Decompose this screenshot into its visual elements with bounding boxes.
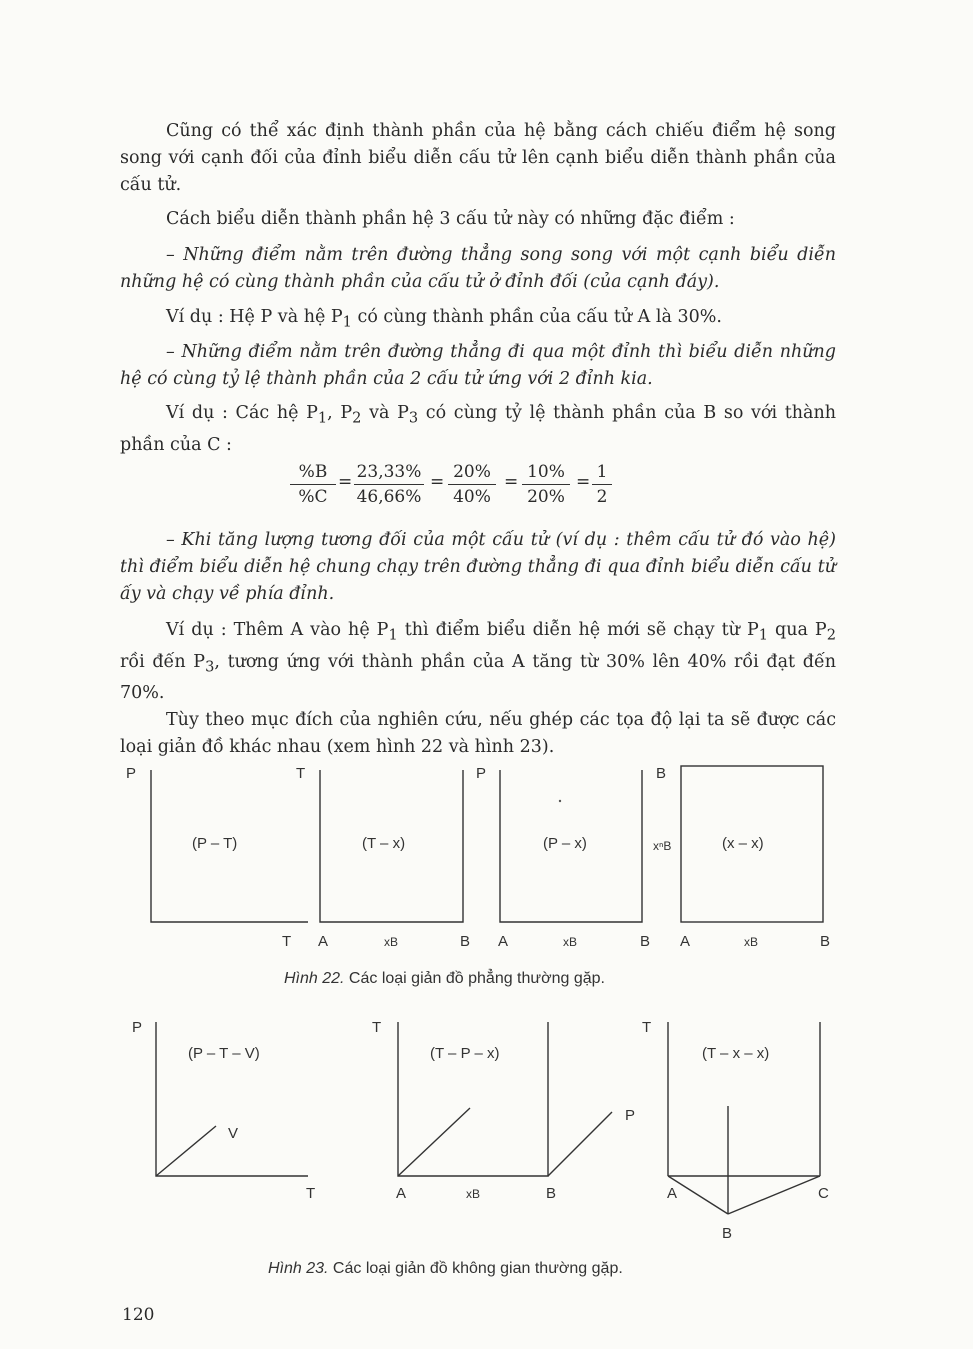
- equals-sign: =: [504, 472, 519, 492]
- fig22-d4-x-mid: xB: [744, 935, 759, 949]
- fig23-d1-diagonal: [156, 1126, 216, 1176]
- figure-22-planar-diagrams: [0, 760, 973, 960]
- paragraph-example-2: Ví dụ : Các hệ $P_1$, $P_2$ và $P_3$ có cùng tỷ lệ thành phần của B so với thành phần của C :: [120, 403, 836, 455]
- figure-22-caption: Hình 22. Các loại giản đồ phẳng thường gặp.: [284, 970, 605, 987]
- fig23-d2-diagonal-right: [548, 1112, 612, 1176]
- page-number: 120: [122, 1305, 155, 1325]
- fig23-d1-diag-label: V: [228, 1125, 239, 1142]
- fig23-d3-base-bc: [728, 1176, 820, 1214]
- fig23-d1-y-axis: P: [132, 1019, 143, 1036]
- fig22-d2-x-mid: xB: [384, 935, 399, 949]
- fig23-d2-diagonal-left: [398, 1108, 470, 1176]
- paragraph-example-3: Ví dụ : Thêm A vào hệ $P_1$ thì điểm biểu diễn hệ mới sẽ chạy từ $P_1$ qua $P_2$ rồi đến $P_3$, tương ứng với thành phần của A tăng từ 30% lên 40% rồi đạt đến 70%.: [120, 620, 836, 703]
- fraction-1-over-2: $\frac{1}{2}$: [592, 460, 612, 509]
- fraction-10-over-20: $\frac{10\%}{20\%}$: [522, 460, 570, 509]
- paragraph-example-1: Ví dụ : Hệ P và hệ $P_1$ có cùng thành phần của cấu tử A là 30%.: [166, 307, 722, 331]
- fig23-d3-vertex-c: C: [818, 1185, 829, 1202]
- fig23-d2-x-mid: xB: [466, 1187, 481, 1201]
- fig23-d3-vertex-b: B: [722, 1225, 733, 1242]
- fig22-d2-y-axis: T: [296, 765, 306, 782]
- figure-23-caption: Hình 23. Các loại giản đồ không gian thường gặp.: [268, 1260, 623, 1277]
- fig23-d2-y-axis: T: [372, 1019, 382, 1036]
- fraction-20-over-40: $\frac{20\%}{40\%}$: [448, 460, 496, 509]
- fig22-d3-dot: [559, 800, 561, 802]
- equals-sign: =: [576, 472, 591, 492]
- fig22-d3-y-axis: P: [476, 765, 487, 782]
- fig23-d1-label: (P – T – V): [188, 1045, 260, 1062]
- fig23-d2-x-right: B: [546, 1185, 557, 1202]
- fig23-d1-x-axis: T: [306, 1185, 316, 1202]
- fig22-d1-label: (P – T): [192, 835, 238, 852]
- paragraph-increase-component: – Khi tăng lượng tương đối của một cấu tử (ví dụ : thêm cấu tử đó vào hệ) thì điểm biểu diễn hệ chung chạy trên đường thẳng đi qua đỉnh biểu diễn cấu tử ấy và chạy về phía đỉnh.: [120, 530, 836, 604]
- fig22-d3-x-right: B: [640, 933, 651, 950]
- fig22-d3-label: (P – x): [543, 835, 587, 852]
- fig23-d2-x-left: A: [396, 1185, 407, 1202]
- equals-sign: =: [430, 472, 445, 492]
- fig22-d1-y-axis: P: [126, 765, 137, 782]
- fig22-d4-y-axis: B: [656, 765, 667, 782]
- fig22-d3-x-mid: xB: [563, 935, 578, 949]
- fig22-d2-x-left: A: [318, 933, 329, 950]
- fig22-d1-x-axis: T: [282, 933, 292, 950]
- fig22-d4-side-label: xⁿB: [653, 839, 672, 853]
- paragraph-features: Cách biểu diễn thành phần hệ 3 cấu tử này có những đặc điểm :: [166, 209, 735, 229]
- fig22-d3-x-left: A: [498, 933, 509, 950]
- paragraph-lines-through-vertex: – Những điểm nằm trên đường thẳng đi qua một đỉnh thì biểu diễn những hệ có cùng tỷ lệ thành phần của 2 cấu tử ứng với 2 đỉnh kia.: [120, 342, 836, 389]
- fraction-b-over-c: $\frac{\%B}{\%C}$: [290, 460, 336, 509]
- paragraph-parallel-lines: – Những điểm nằm trên đường thẳng song song với một cạnh biểu diễn những hệ có cùng thành phần của cấu tử ở đỉnh đối (của cạnh đáy).: [120, 245, 836, 292]
- fig22-d2-label: (T – x): [362, 835, 406, 852]
- fig23-d3-label: (T – x – x): [702, 1045, 770, 1062]
- ratio-equation: [290, 460, 630, 520]
- fig22-d4-x-right: B: [820, 933, 831, 950]
- paragraph-diagram-types: Tùy theo mục đích của nghiên cứu, nếu ghép các tọa độ lại ta sẽ được các loại giản đồ khác nhau (xem hình 22 và hình 23).: [120, 710, 836, 757]
- fig22-d4-x-left: A: [680, 933, 691, 950]
- paragraph-projection: Cũng có thể xác định thành phần của hệ bằng cách chiếu điểm hệ song song với cạnh đối của đỉnh biểu diễn cấu tử lên cạnh biểu diễn thành phần của cấu tử.: [120, 121, 836, 195]
- fig22-d2-x-right: B: [460, 933, 471, 950]
- fig23-d2-diag-label: P: [625, 1107, 636, 1124]
- figure-23-spatial-diagrams: [0, 1010, 973, 1250]
- fraction-23-over-46: $\frac{23,33\%}{46,66\%}$: [354, 460, 424, 509]
- fig22-d4-label: (x – x): [722, 835, 764, 852]
- fig23-d3-vertex-a: A: [667, 1185, 678, 1202]
- fig23-d2-label: (T – P – x): [430, 1045, 500, 1062]
- equals-sign: =: [338, 472, 353, 492]
- fig23-d3-y-axis: T: [642, 1019, 652, 1036]
